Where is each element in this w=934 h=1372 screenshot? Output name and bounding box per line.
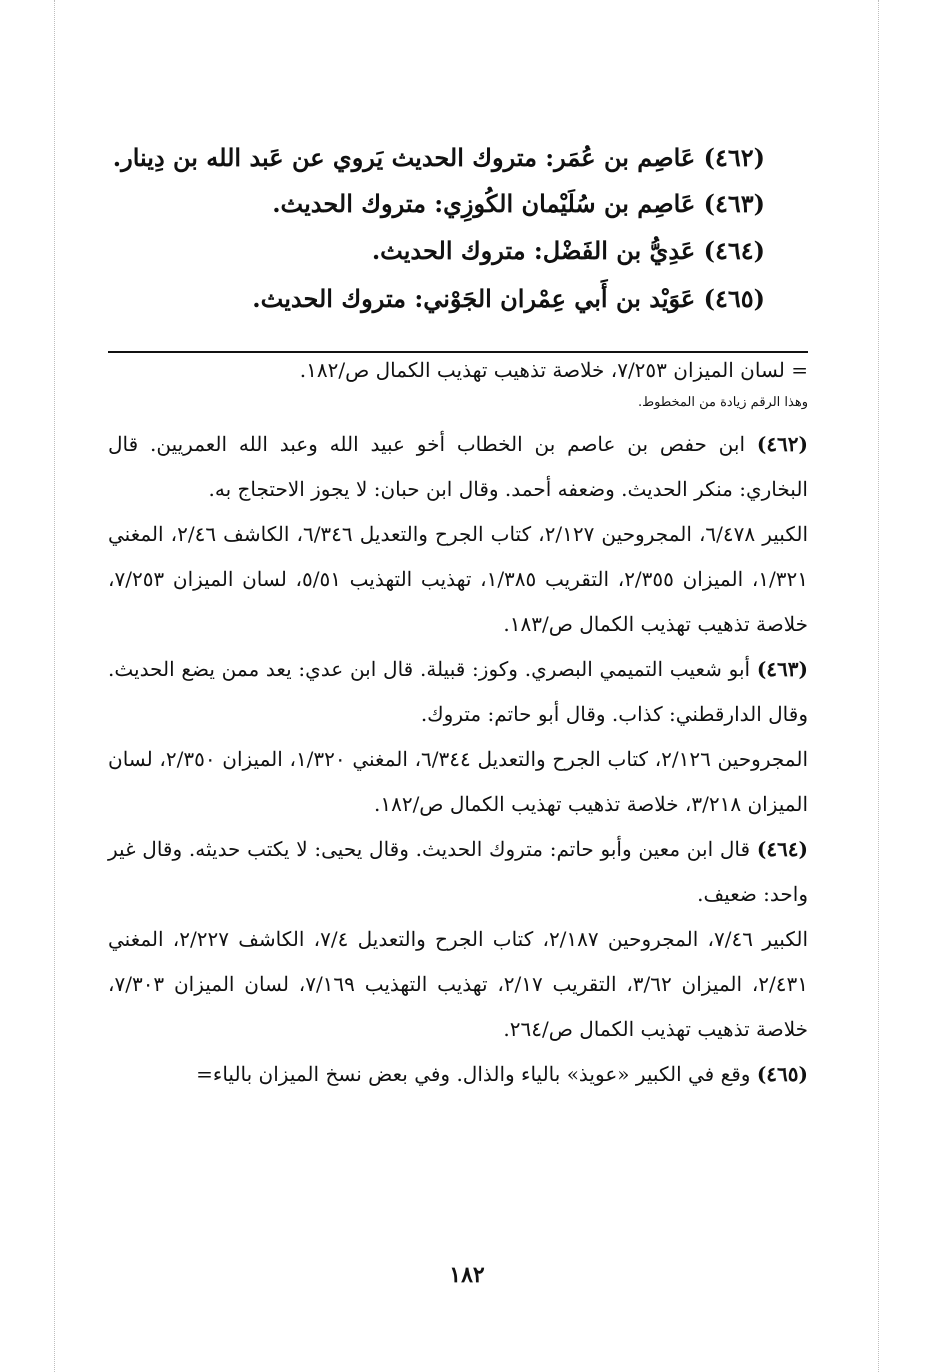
footnote-464-sources bbox=[108, 917, 808, 1052]
footnote-note: وهذا الرقم زيادة من المخطوط. bbox=[637, 395, 808, 410]
entry-463: (٤٦٣) عَاصِم بن سُلَيْمان الكُوزِي: متروك الحديث. bbox=[272, 189, 765, 218]
footnote-464 bbox=[108, 827, 808, 917]
page-edge-left bbox=[54, 0, 55, 1372]
footnote-text: المجروحين ٢/١٢٦، كتاب الجرح والتعديل ٦/٣٤٤، المغني ١/٣٢٠، الميزان ٢/٣٥٠، لسان الميزان ٣/٢١٨، خلاصة تذهيب تهذيب الكمال ص/١٨٢. bbox=[108, 747, 808, 816]
footnote-text: وقع في الكبير «عويذ» بالياء والذال. وفي بعض نسخ الميزان بالياء= bbox=[196, 1062, 751, 1086]
page-edge-right bbox=[878, 0, 879, 1372]
footnote-number: (٤٦٥) bbox=[756, 1062, 808, 1086]
footnote-462 bbox=[108, 422, 808, 512]
footnote-462-sources bbox=[108, 512, 808, 647]
footnote-text: الكبير ٦/٤٧٨، المجروحين ٢/١٢٧، كتاب الجرح والتعديل ٦/٣٤٦، الكاشف ٢/٤٦، المغني ١/٣٢١، الميزان ٢/٣٥٥، التقريب ١/٣٨٥، تهذيب التهذيب ٥/٥١، لسان الميزان ٧/٢٥٣، خلاصة تذهيب تهذيب الكمال ص/١٨٣. bbox=[108, 522, 809, 636]
footnote-continuation: = لسان الميزان ٧/٢٥٣، خلاصة تذهيب تهذيب الكمال ص/١٨٢. bbox=[299, 358, 808, 382]
footnote-text: الكبير ٧/٤٦، المجروحين ٢/١٨٧، كتاب الجرح والتعديل ٧/٤، الكاشف ٢/٢٢٧، المغني ٢/٤٣١، الميزان ٣/٦٢، التقريب ٢/١٧، تهذيب التهذيب ٧/١٦٩، لسان الميزان ٧/٣٠٣، خلاصة تذهيب تهذيب الكمال ص/٢٦٤. bbox=[108, 927, 809, 1041]
entry-465: (٤٦٥) عَوَيْد بن أَبي عِمْران الجَوْني: متروك الحديث. bbox=[252, 284, 765, 313]
page-number: ١٨٢ bbox=[449, 1262, 485, 1288]
footnotes-body bbox=[108, 422, 808, 1097]
footnote-463-sources bbox=[108, 737, 808, 827]
footnote-number: (٤٦٢) bbox=[756, 432, 809, 456]
footnote-number: (٤٦٣) bbox=[756, 657, 808, 681]
footnote-number: (٤٦٤) bbox=[756, 837, 809, 861]
footnote-465 bbox=[108, 1052, 808, 1097]
footnote-text: أبو شعيب التميمي البصري. وكوز: قبيلة. قال ابن عدي: يعد ممن يضع الحديث. وقال الدارقطني: كذاب. وقال أبو حاتم: متروك. bbox=[108, 657, 808, 726]
footnote-text: ابن حفص بن عاصم بن الخطاب أخو عبيد الله وعبد الله العمريين. قال البخاري: منكر الحديث. وضعفه أحمد. وقال ابن حبان: لا يجوز الاحتجاج به. bbox=[108, 432, 808, 501]
entry-464: (٤٦٤) عَدِيُّ بن الفَضْل: متروك الحديث. bbox=[371, 236, 765, 265]
footnote-text: قال ابن معين وأبو حاتم: متروك الحديث. وقال يحيى: لا يكتب حديثه. وقال غير واحد: ضعيف. bbox=[108, 837, 808, 906]
entry-462: (٤٦٢) عَاصِم بن عُمَر: متروك الحديث يَروي عن عَبد الله بن دِينار. bbox=[112, 143, 765, 172]
footnote-463 bbox=[108, 647, 808, 737]
